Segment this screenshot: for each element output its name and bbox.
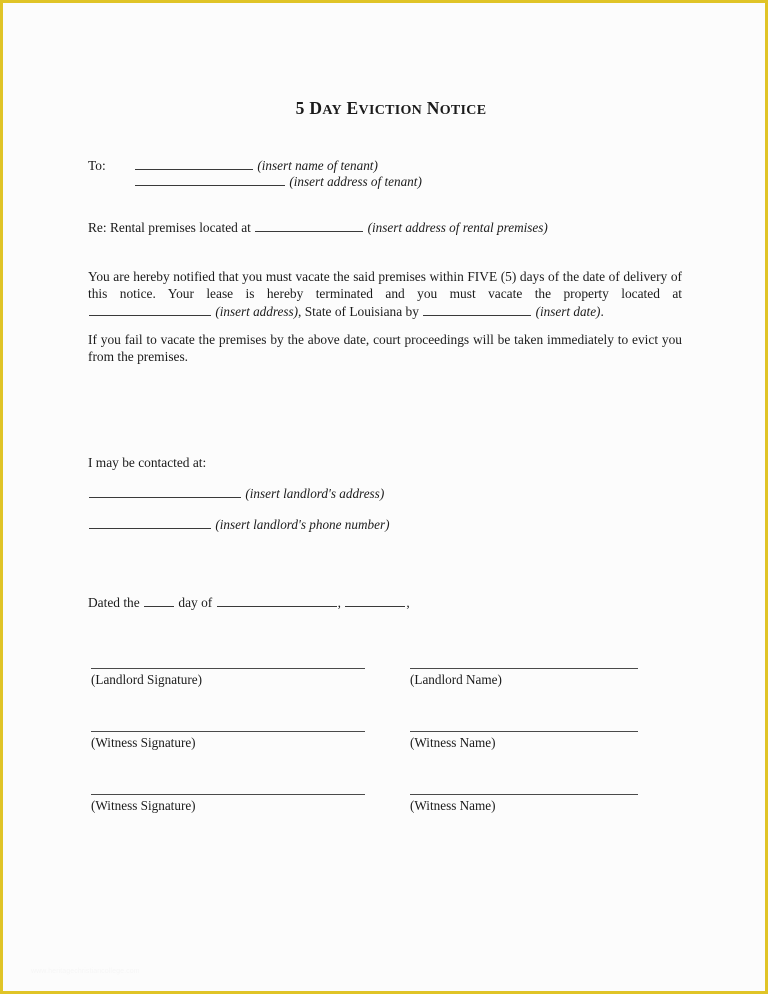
recipient-label: To: [88, 158, 106, 173]
signature-block [91, 668, 651, 857]
tenant-address-hint: (insert address of tenant) [289, 174, 422, 189]
landlord-phone-hint: (insert landlord's phone number) [215, 517, 390, 532]
landlord-phone-row [88, 517, 389, 533]
witness1-signature-caption: (Witness Signature) [91, 735, 196, 750]
witness1-name-cell [410, 731, 638, 751]
notice-paragraph-1-text: You are hereby notified that you must vacate the said premises within FIVE (5) days of the date of delivery of this notice. Your lease is hereby terminated and you must vacate the property located at [88, 269, 682, 302]
tenant-name-hint: (insert name of tenant) [257, 158, 378, 173]
dated-comma-1: , [337, 595, 341, 610]
recipient-name-row [88, 158, 648, 174]
witness2-name-cell [410, 794, 638, 814]
dated-comma-2: , [406, 595, 410, 610]
title-otice: OTICE [439, 103, 487, 118]
contact-heading: I may be contacted at: [88, 455, 207, 470]
notice-paragraph-1-period: . [600, 303, 604, 319]
title-viction: VICTION [358, 103, 423, 118]
dated-prefix: Dated the [88, 595, 140, 610]
witness2-signature-cell [91, 794, 365, 814]
dated-day-blank[interactable] [144, 595, 174, 607]
page-watermark: www.heritagechristiancollege.com [31, 968, 140, 975]
signature-row [91, 731, 651, 794]
landlord-signature-caption: (Landlord Signature) [91, 672, 202, 687]
witness1-name-caption: (Witness Name) [410, 735, 496, 750]
subject-line [88, 220, 548, 236]
dated-year-blank[interactable] [345, 595, 405, 607]
title-lead: 5 D [295, 98, 323, 118]
property-address-blank[interactable] [89, 304, 211, 316]
title-e: E [341, 98, 359, 118]
subject-prefix: Re: Rental premises located at [88, 220, 251, 235]
signature-row [91, 668, 651, 731]
vacate-date-blank[interactable] [423, 304, 531, 316]
dated-middle: day of [178, 595, 213, 610]
landlord-address-blank[interactable] [89, 486, 241, 498]
landlord-name-cell [410, 668, 638, 688]
landlord-name-caption: (Landlord Name) [410, 672, 502, 687]
landlord-signature-cell [91, 668, 365, 688]
premises-address-hint: (insert address of rental premises) [367, 220, 548, 235]
recipient-address-row [88, 174, 648, 190]
notice-paragraph-1 [88, 268, 682, 320]
title-n: N [422, 98, 440, 118]
tenant-address-blank[interactable] [135, 174, 285, 186]
document-sheet [3, 3, 765, 991]
notice-state-text: , State of Louisiana by [298, 303, 419, 319]
title-ay: AY [322, 103, 342, 118]
recipient-block [88, 158, 648, 190]
dated-line [88, 595, 410, 611]
landlord-address-row [88, 486, 384, 502]
property-address-hint: (insert address) [215, 303, 299, 319]
vacate-date-hint: (insert date) [535, 303, 601, 319]
witness1-signature-cell [91, 731, 365, 751]
document-content [88, 98, 684, 813]
witness2-name-caption: (Witness Name) [410, 798, 496, 813]
premises-address-blank[interactable] [255, 220, 363, 232]
dated-month-blank[interactable] [217, 595, 337, 607]
landlord-address-hint: (insert landlord's address) [245, 486, 385, 501]
witness2-signature-caption: (Witness Signature) [91, 798, 196, 813]
notice-paragraph-2: If you fail to vacate the premises by the above date, court proceedings will be taken immediately to evict you from the premises. [88, 332, 682, 365]
landlord-phone-blank[interactable] [89, 517, 211, 529]
document-title [88, 98, 684, 119]
signature-row [91, 794, 651, 857]
tenant-name-blank[interactable] [135, 158, 253, 170]
